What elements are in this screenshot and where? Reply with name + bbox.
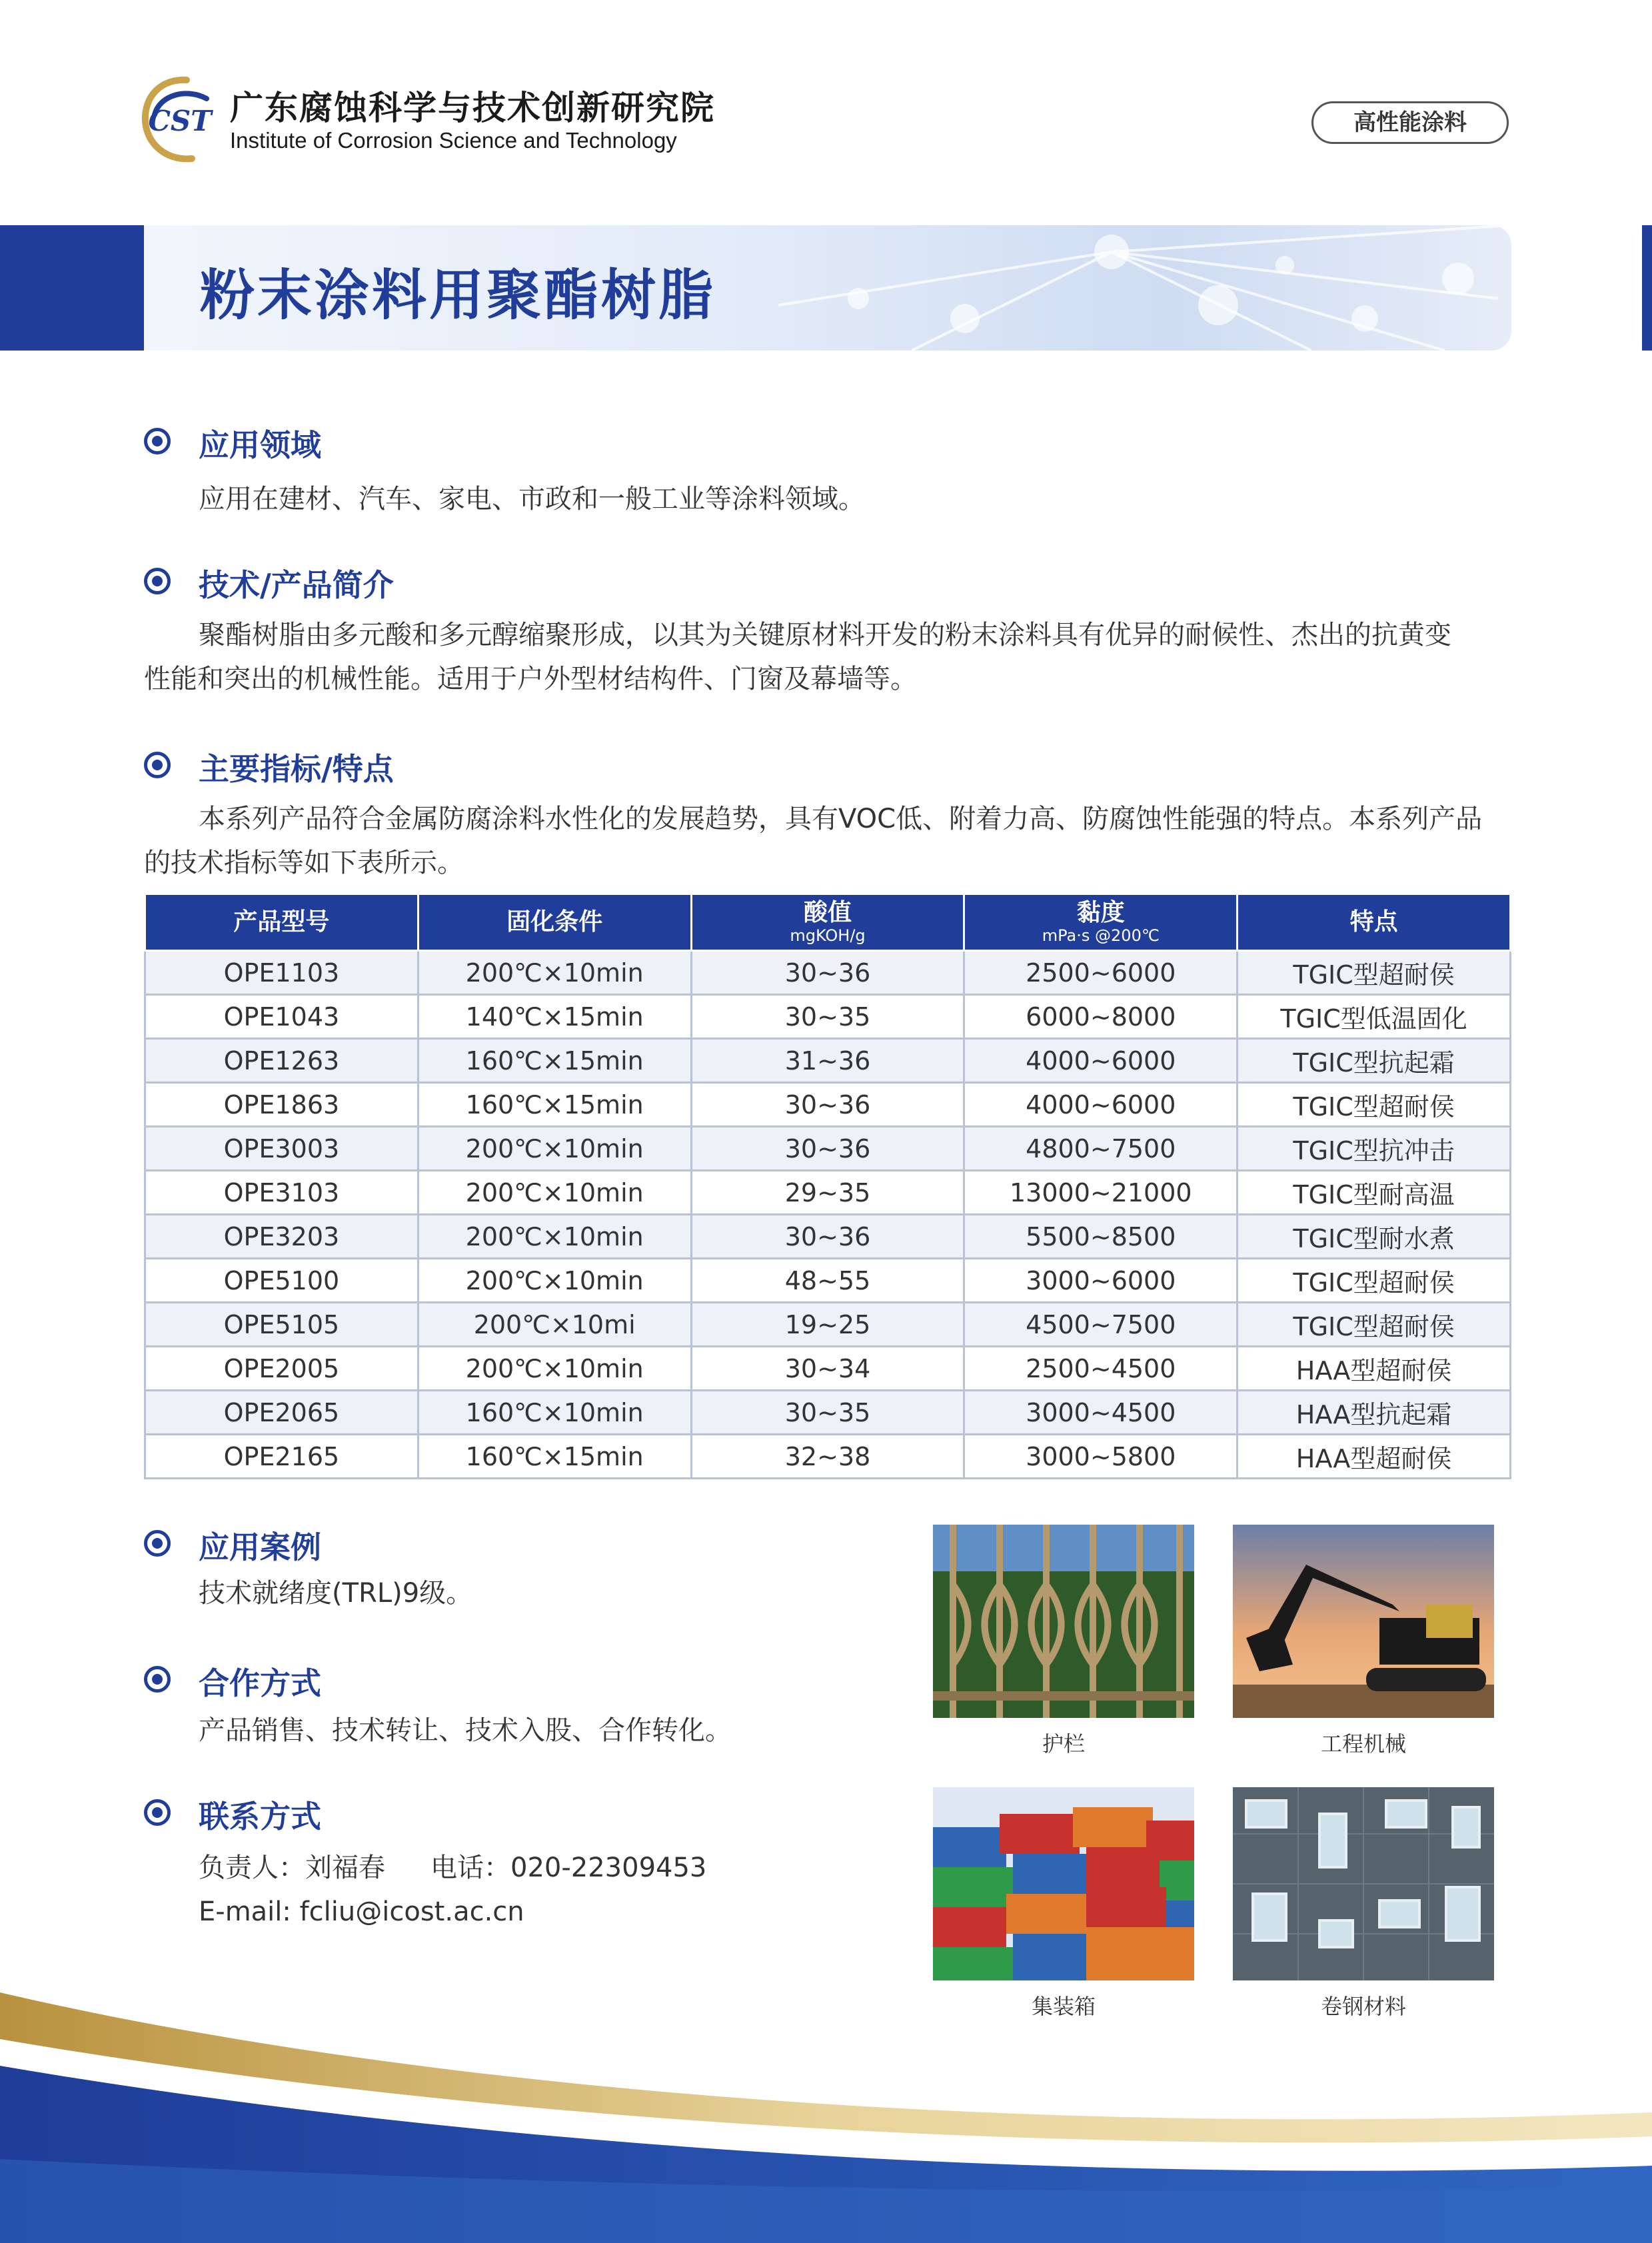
table-row — [145, 1435, 1511, 1479]
section-application-text: 应用在建材、汽车、家电、市政和一般工业等涂料领域。 — [199, 484, 865, 514]
section-specs-line1: 本系列产品符合金属防腐涂料水性化的发展趋势，具有VOC低、附着力高、防腐蚀性能强的特点。本系列产品 — [199, 804, 1483, 834]
section-bullet-icon — [144, 1530, 171, 1557]
cell-acid-value: 30~35 — [691, 995, 964, 1039]
logo-mark — [140, 75, 220, 168]
table-header-row — [145, 894, 1511, 951]
contact-person: 负责人：刘福春 — [199, 1853, 385, 1883]
cell-acid-value: 30~34 — [691, 1347, 964, 1391]
cell-viscosity: 2500~6000 — [964, 951, 1238, 995]
svg-text:CST: CST — [148, 105, 212, 137]
photo-caption: 工程机械 — [1320, 1731, 1406, 1757]
molecule-decoration — [712, 225, 1511, 351]
section-bullet-icon — [144, 568, 171, 594]
table-row — [145, 1039, 1511, 1083]
section-bullet-icon — [144, 1666, 171, 1693]
cell-viscosity: 3000~6000 — [964, 1259, 1238, 1303]
cell-feature: TGIC型低温固化 — [1238, 995, 1511, 1039]
cell-viscosity: 4500~7500 — [964, 1303, 1238, 1347]
footer-wave-decoration — [0, 1986, 1652, 2243]
cell-acid-value: 30~36 — [691, 1127, 964, 1171]
cell-feature: TGIC型超耐侯 — [1238, 1083, 1511, 1127]
cell-feature: TGIC型耐高温 — [1238, 1171, 1511, 1215]
table-row — [145, 1127, 1511, 1171]
cell-viscosity: 4000~6000 — [964, 1083, 1238, 1127]
section-contact-heading: 联系方式 — [199, 1799, 321, 1835]
table-row — [145, 1083, 1511, 1127]
cell-curing: 160℃×10min — [418, 1391, 691, 1435]
banner-right-bar — [1642, 225, 1652, 351]
cell-feature: TGIC型超耐侯 — [1238, 951, 1511, 995]
column-header-curing: 固化条件 — [418, 894, 691, 951]
cell-acid-value: 30~36 — [691, 1083, 964, 1127]
section-cooperation-text: 产品销售、技术转让、技术入股、合作转化。 — [199, 1715, 732, 1746]
section-bullet-icon — [144, 752, 171, 778]
cell-curing: 200℃×10min — [418, 1127, 691, 1171]
cell-model: OPE1863 — [145, 1083, 418, 1127]
cell-acid-value: 31~36 — [691, 1039, 964, 1083]
category-tag: 高性能涂料 — [1311, 101, 1509, 144]
section-bullet-icon — [144, 1799, 171, 1826]
cell-model: OPE2005 — [145, 1347, 418, 1391]
cell-feature: HAA型超耐侯 — [1238, 1347, 1511, 1391]
contact-email[interactable]: E-mail: fcliu@icost.ac.cn — [199, 1896, 524, 1927]
cell-curing: 200℃×10min — [418, 1259, 691, 1303]
cell-model: OPE1103 — [145, 951, 418, 995]
cell-acid-value: 48~55 — [691, 1259, 964, 1303]
org-name-cn: 广东腐蚀科学与技术创新研究院 — [230, 88, 715, 127]
cell-feature: TGIC型耐水煮 — [1238, 1215, 1511, 1259]
cell-feature: TGIC型抗冲击 — [1238, 1127, 1511, 1171]
table-row — [145, 995, 1511, 1039]
cell-feature: HAA型超耐侯 — [1238, 1435, 1511, 1479]
section-specs-line2: 的技术指标等如下表所示。 — [144, 848, 464, 878]
cell-feature: TGIC型超耐侯 — [1238, 1303, 1511, 1347]
section-intro-heading: 技术/产品简介 — [199, 567, 394, 603]
photo-caption: 护栏 — [1042, 1731, 1085, 1757]
table-row — [145, 951, 1511, 995]
cell-curing: 200℃×10min — [418, 1347, 691, 1391]
photo-caption: 集装箱 — [1031, 1994, 1096, 2019]
spec-table — [144, 893, 1511, 1479]
cell-viscosity: 4800~7500 — [964, 1127, 1238, 1171]
cell-viscosity: 3000~5800 — [964, 1435, 1238, 1479]
section-cases-heading: 应用案例 — [199, 1529, 321, 1565]
table-row — [145, 1259, 1511, 1303]
cell-model: OPE2165 — [145, 1435, 418, 1479]
section-specs-heading: 主要指标/特点 — [199, 751, 394, 787]
cell-acid-value: 32~38 — [691, 1435, 964, 1479]
railing-photo — [933, 1525, 1194, 1718]
cell-acid-value: 19~25 — [691, 1303, 964, 1347]
cell-curing: 200℃×10min — [418, 951, 691, 995]
cell-curing: 160℃×15min — [418, 1435, 691, 1479]
cell-model: OPE3003 — [145, 1127, 418, 1171]
page-title: 粉末涂料用聚酯树脂 — [200, 264, 716, 327]
cell-viscosity: 2500~4500 — [964, 1347, 1238, 1391]
section-intro-line1: 聚酯树脂由多元酸和多元醇缩聚形成，以其为关键原材料开发的粉末涂料具有优异的耐候性、杰出的抗黄变 — [199, 620, 1451, 650]
cell-viscosity: 6000~8000 — [964, 995, 1238, 1039]
steel-facade-photo — [1233, 1787, 1494, 1980]
cell-model: OPE1043 — [145, 995, 418, 1039]
section-bullet-icon — [144, 428, 171, 454]
cell-viscosity: 13000~21000 — [964, 1171, 1238, 1215]
cell-viscosity: 4000~6000 — [964, 1039, 1238, 1083]
table-row — [145, 1347, 1511, 1391]
column-header-feature: 特点 — [1238, 894, 1511, 951]
cell-acid-value: 30~36 — [691, 951, 964, 995]
table-row — [145, 1215, 1511, 1259]
cell-acid-value: 30~35 — [691, 1391, 964, 1435]
table-row — [145, 1303, 1511, 1347]
cell-model: OPE1263 — [145, 1039, 418, 1083]
org-name-en: Institute of Corrosion Science and Technology — [230, 128, 677, 153]
cell-feature: HAA型抗起霜 — [1238, 1391, 1511, 1435]
excavator-photo — [1233, 1525, 1494, 1718]
cell-model: OPE3203 — [145, 1215, 418, 1259]
cell-model: OPE2065 — [145, 1391, 418, 1435]
photo-caption: 卷钢材料 — [1320, 1994, 1406, 2019]
section-intro-line2: 性能和突出的机械性能。适用于户外型材结构件、门窗及幕墙等。 — [144, 664, 917, 694]
cell-feature: TGIC型超耐侯 — [1238, 1259, 1511, 1303]
banner-left-bar — [0, 225, 144, 351]
column-header-model: 产品型号 — [145, 894, 418, 951]
cell-curing: 160℃×15min — [418, 1039, 691, 1083]
table-row — [145, 1391, 1511, 1435]
cell-model: OPE5105 — [145, 1303, 418, 1347]
cell-viscosity: 5500~8500 — [964, 1215, 1238, 1259]
cell-curing: 200℃×10mi — [418, 1303, 691, 1347]
containers-photo — [933, 1787, 1194, 1980]
cell-curing: 160℃×15min — [418, 1083, 691, 1127]
cell-curing: 140℃×15min — [418, 995, 691, 1039]
section-cooperation-heading: 合作方式 — [199, 1665, 321, 1701]
cell-acid-value: 29~35 — [691, 1171, 964, 1215]
cell-model: OPE5100 — [145, 1259, 418, 1303]
cell-viscosity: 3000~4500 — [964, 1391, 1238, 1435]
cell-acid-value: 30~36 — [691, 1215, 964, 1259]
table-row — [145, 1171, 1511, 1215]
column-header-viscosity: 黏度 mPa·s @200℃ — [964, 894, 1238, 951]
cell-curing: 200℃×10min — [418, 1171, 691, 1215]
column-header-acid-value: 酸值 mgKOH/g — [691, 894, 964, 951]
cell-curing: 200℃×10min — [418, 1215, 691, 1259]
cell-feature: TGIC型抗起霜 — [1238, 1039, 1511, 1083]
section-application-heading: 应用领域 — [199, 427, 321, 463]
contact-phone[interactable]: 电话：020-22309453 — [430, 1853, 707, 1883]
cell-model: OPE3103 — [145, 1171, 418, 1215]
section-cases-text: 技术就绪度(TRL)9级。 — [199, 1578, 473, 1609]
